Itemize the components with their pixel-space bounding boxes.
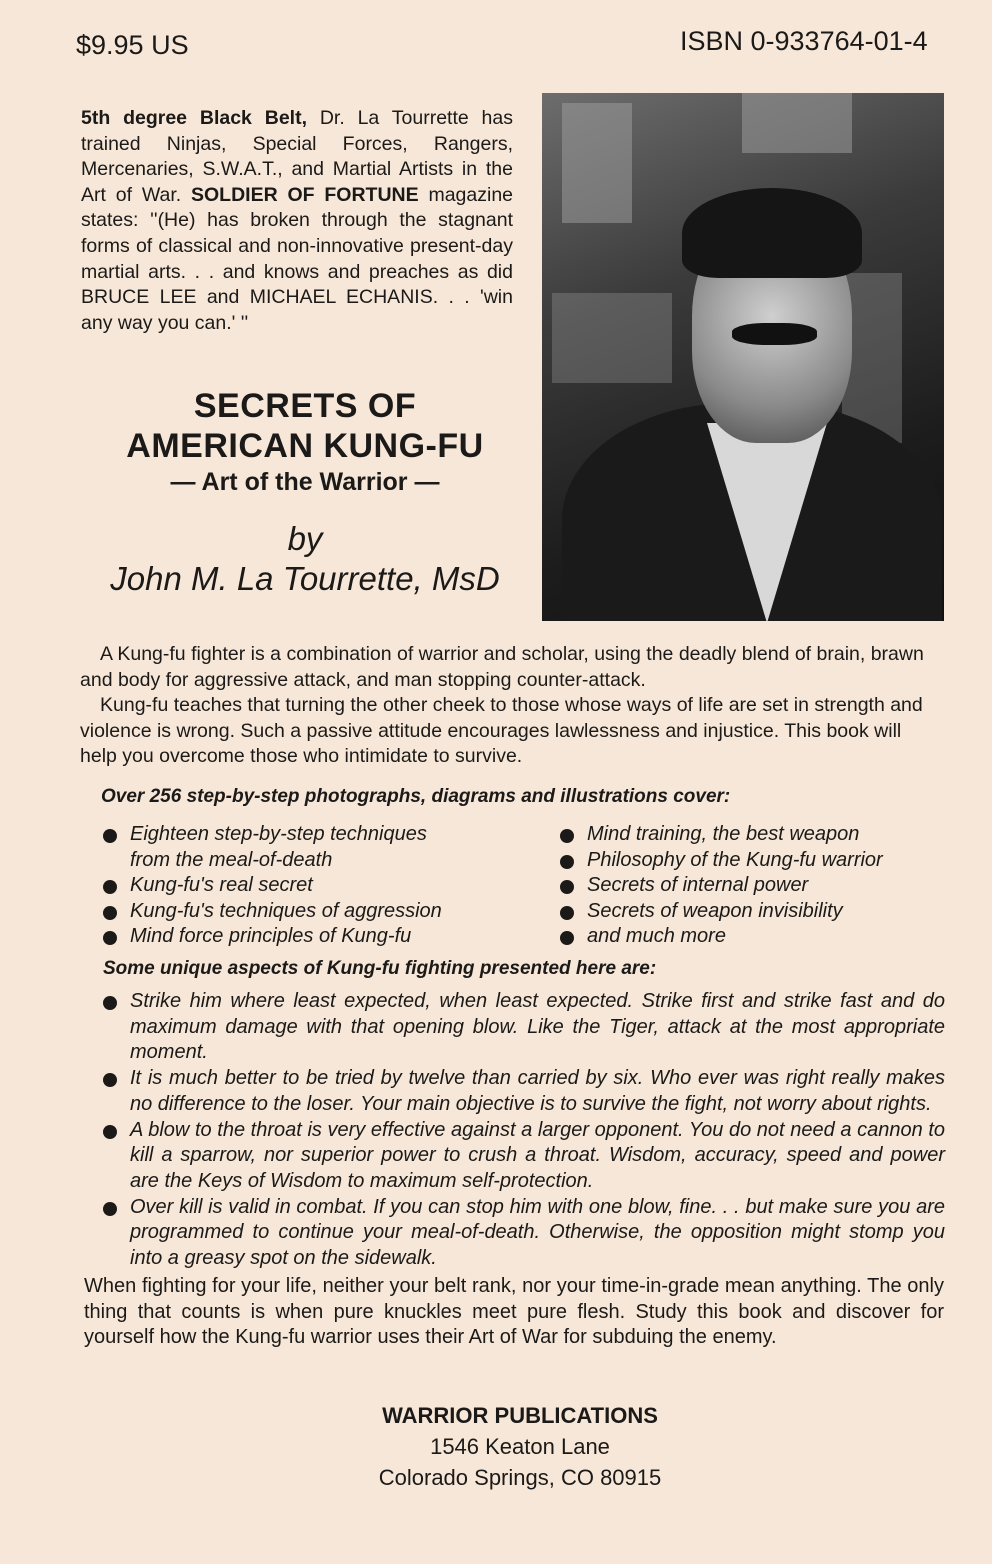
covers-header: Over 256 step-by-step photographs, diagrams and illustrations cover: xyxy=(101,786,731,807)
author-bio xyxy=(81,106,513,336)
bio-bold-2: SOLDIER OF FORTUNE xyxy=(191,183,419,206)
list-item: Secrets of weapon invisibility xyxy=(557,899,937,925)
bio-bold-1: 5th degree Black Belt, xyxy=(81,107,307,129)
publisher-name: WARRIOR PUBLICATIONS xyxy=(382,1403,658,1428)
covers-list-right xyxy=(557,822,937,950)
by-label: by xyxy=(287,520,323,557)
list-item: and much more xyxy=(557,924,937,950)
bio-text-1: Dr. La Tourrette has trained Ninjas, Special Forces, Rangers, Mercenaries, S.W.A.T., and Martial Artists in the Art of War. xyxy=(81,107,513,206)
author-photo xyxy=(542,93,944,621)
list-item: Eighteen step-by-step techniques from the meal-of-death xyxy=(100,822,440,873)
book-title xyxy=(80,386,530,466)
publisher-block xyxy=(300,1400,740,1493)
list-item: Kung-fu's techniques of aggression xyxy=(100,899,540,925)
description-paragraph: Kung-fu teaches that turning the other cheek to those whose ways of life are set in strength and violence is wrong. Such a passive attitude encourages lawlessness and injustice. This book will help you overcome those who intimidate to survive. xyxy=(80,694,923,767)
list-item: Mind force principles of Kung-fu xyxy=(100,924,540,950)
aspects-header: Some unique aspects of Kung-fu fighting presented here are: xyxy=(103,958,657,979)
book-subtitle: — Art of the Warrior — xyxy=(170,468,440,496)
price: $9.95 US xyxy=(76,30,189,60)
covers-list-left xyxy=(100,822,540,950)
title-line-1: SECRETS OF xyxy=(193,387,417,425)
list-item: Strike him where least expected, when least expected. Strike first and strike fast and do maximum damage with that opening blow. Like the Tiger, attack at the most appropriate moment. xyxy=(100,989,945,1066)
publisher-street: 1546 Keaton Lane xyxy=(430,1434,610,1459)
list-item: Secrets of internal power xyxy=(557,873,937,899)
aspects-list xyxy=(100,989,945,1272)
author-name: John M. La Tourrette, MsD xyxy=(110,560,500,597)
closing-paragraph: When fighting for your life, neither your belt rank, nor your time-in-grade mean anything. The only thing that counts is when pure knuckles meet pure flesh. Study this book and discover for yourself how the Kung-fu warrior uses their Art of War for subduing the enemy. xyxy=(84,1275,944,1348)
title-line-2: AMERICAN KUNG-FU xyxy=(126,427,484,465)
description xyxy=(80,642,940,770)
publisher-city: Colorado Springs, CO 80915 xyxy=(378,1465,662,1490)
bio-text-2: magazine states: ''(He) has broken through the stagnant forms of classical and non-innovative present-day martial arts. . . and knows and preaches as did BRUCE LEE and MICHAEL ECHANIS. . . 'win any way you can.' '' xyxy=(81,183,514,334)
list-item: Kung-fu's real secret xyxy=(100,873,540,899)
description-paragraph: A Kung-fu fighter is a combination of warrior and scholar, using the deadly blend of brain, brawn and body for aggressive attack, and man stopping counter-attack. xyxy=(80,643,924,691)
list-item: Over kill is valid in combat. If you can stop him with one blow, fine. . . but make sure you are programmed to continue your meal-of-death. Otherwise, the opposition might stomp you into a greasy spot on the sidewalk. xyxy=(100,1195,945,1272)
list-item: Mind training, the best weapon xyxy=(557,822,937,848)
list-item: Philosophy of the Kung-fu warrior xyxy=(557,848,937,874)
list-item: It is much better to be tried by twelve than carried by six. Who ever was right really makes no difference to the loser. Your main objective is to survive the fight, not worry about rights. xyxy=(100,1066,945,1117)
isbn: ISBN 0-933764-01-4 xyxy=(680,26,928,56)
list-item: A blow to the throat is very effective against a larger opponent. You do not need a cannon to kill a sparrow, nor superior power to crush a throat. Wisdom, accuracy, speed and power are the Keys of Wisdom to maximum self-protection. xyxy=(100,1118,945,1195)
